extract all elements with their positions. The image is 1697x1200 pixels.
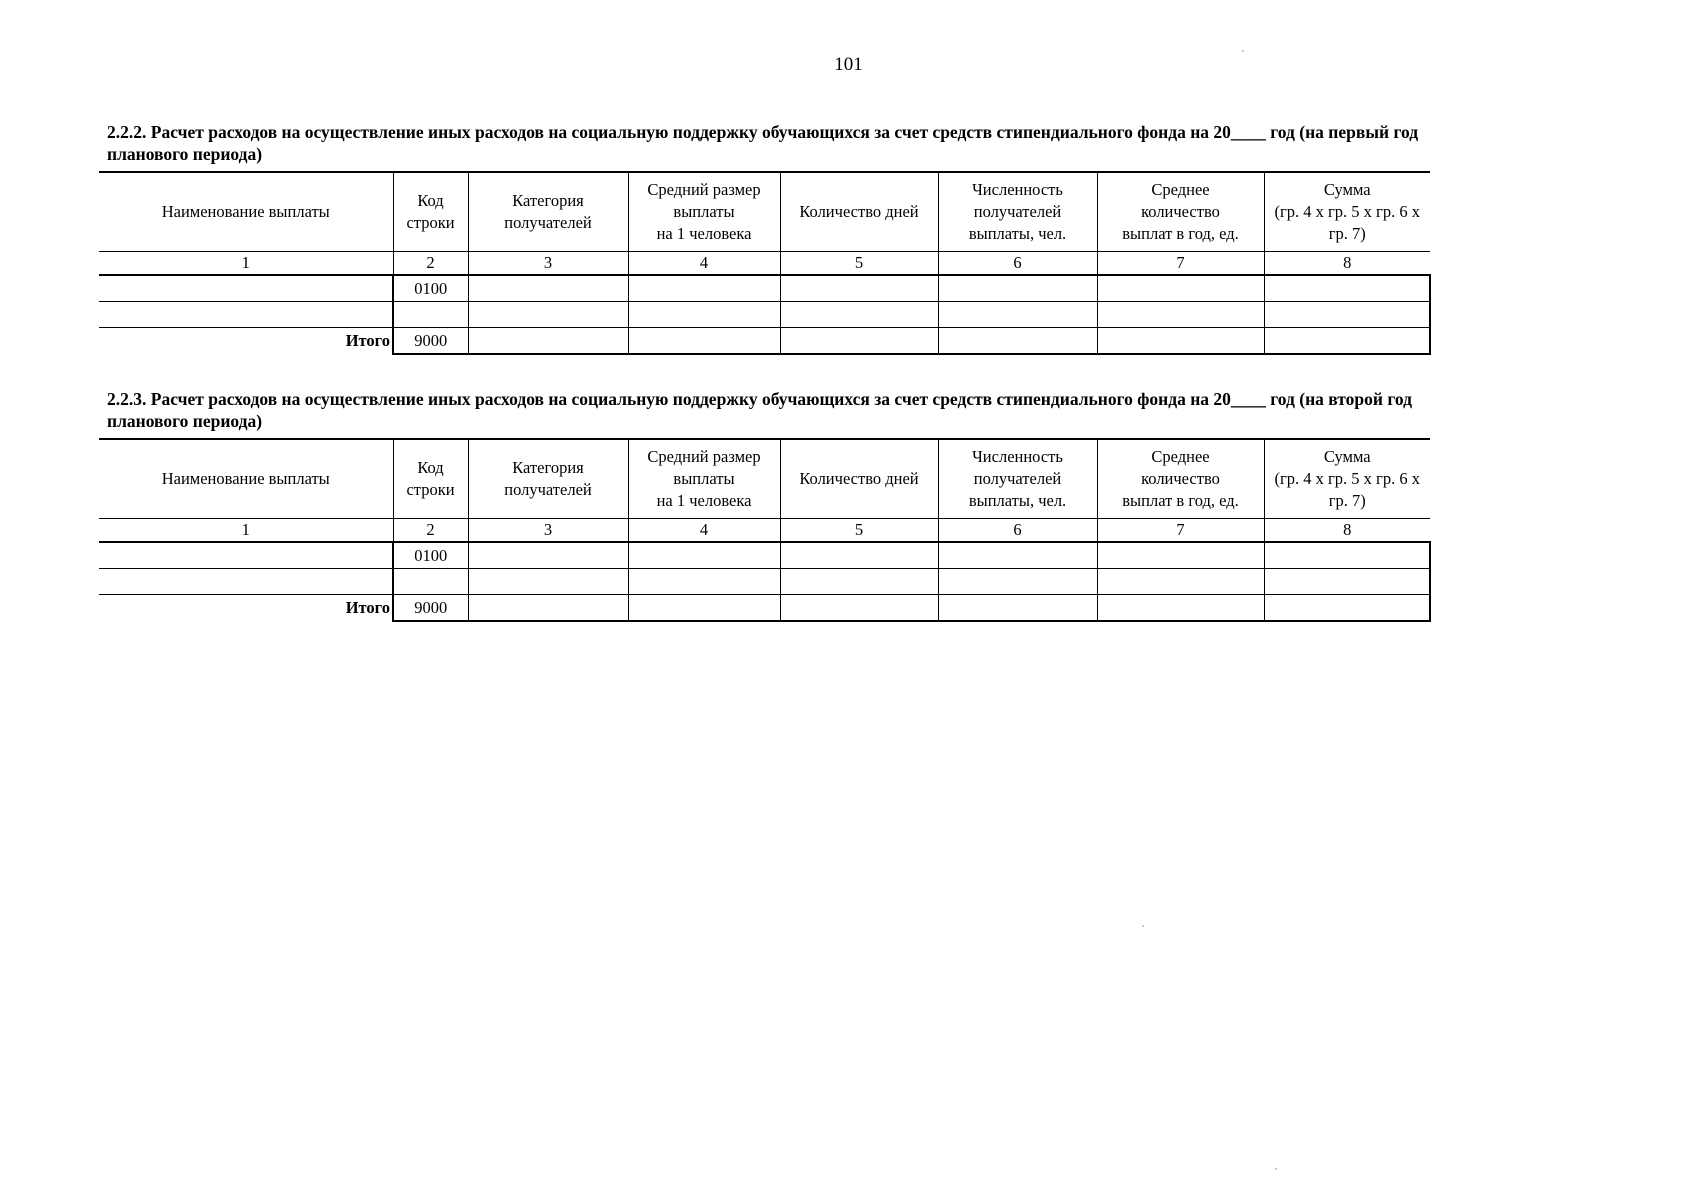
payments-per-year-cell[interactable] [1097,595,1264,622]
payment-name-cell[interactable] [99,275,393,302]
section-2-2-3 [99,388,1429,622]
recipient-category-cell[interactable] [468,275,628,302]
average-payment-cell[interactable] [628,328,780,355]
header-average-payments-per-year: Среднее количество выплат в год, ед. [1097,439,1264,519]
column-number: 1 [99,519,393,543]
payments-per-year-cell[interactable] [1097,569,1264,595]
column-number: 4 [628,252,780,276]
header-average-payments-per-year: Среднее количество выплат в год, ед. [1097,172,1264,252]
section-title: 2.2.2. Расчет расходов на осуществление иных расходов на социальную поддержку обучающихся за счет средств стипендиального фонда на 20____ год (на первый год планового периода) [107,122,1419,164]
header-recipients-count: Численность получателей выплаты, чел. [938,172,1097,252]
days-count-cell[interactable] [780,275,938,302]
header-row-code: Код строки [393,172,468,252]
column-number: 4 [628,519,780,543]
sum-cell[interactable] [1264,542,1430,569]
column-number: 7 [1097,519,1264,543]
average-payment-cell[interactable] [628,275,780,302]
header-recipients-count: Численность получателей выплаты, чел. [938,439,1097,519]
average-payment-cell[interactable] [628,302,780,328]
recipients-count-cell[interactable] [938,328,1097,355]
header-days-count: Количество дней [780,439,938,519]
column-number: 6 [938,252,1097,276]
sum-cell[interactable] [1264,302,1430,328]
days-count-cell[interactable] [780,302,938,328]
total-label: Итого [99,328,393,355]
header-sum: Сумма (гр. 4 x гр. 5 x гр. 6 x гр. 7) [1264,172,1430,252]
column-number: 8 [1264,252,1430,276]
total-row [99,328,1430,355]
row-code-cell: 0100 [393,542,468,569]
header-recipient-category: Категория получателей [468,172,628,252]
column-number: 2 [393,252,468,276]
payment-name-cell[interactable] [99,302,393,328]
column-number: 8 [1264,519,1430,543]
recipients-count-cell[interactable] [938,275,1097,302]
column-number: 5 [780,252,938,276]
section-2-2-2 [99,121,1429,355]
column-number: 3 [468,519,628,543]
days-count-cell[interactable] [780,542,938,569]
recipient-category-cell[interactable] [468,302,628,328]
sum-cell[interactable] [1264,595,1430,622]
header-sum: Сумма (гр. 4 x гр. 5 x гр. 6 x гр. 7) [1264,439,1430,519]
recipient-category-cell[interactable] [468,328,628,355]
total-row [99,595,1430,622]
recipient-category-cell[interactable] [468,542,628,569]
row-code-cell [393,569,468,595]
table-row [99,569,1430,595]
payments-per-year-cell[interactable] [1097,542,1264,569]
column-number: 5 [780,519,938,543]
payment-name-cell[interactable] [99,542,393,569]
row-code-cell: 0100 [393,275,468,302]
sum-cell[interactable] [1264,275,1430,302]
header-recipient-category: Категория получателей [468,439,628,519]
calculation-table [99,171,1431,355]
total-label: Итого [99,595,393,622]
days-count-cell[interactable] [780,328,938,355]
payment-name-cell[interactable] [99,569,393,595]
payments-per-year-cell[interactable] [1097,328,1264,355]
section-title: 2.2.3. Расчет расходов на осуществление иных расходов на социальную поддержку обучающихся за счет средств стипендиального фонда на 20____ год (на второй год планового периода) [107,389,1412,431]
header-average-payment: Средний размер выплаты на 1 человека [628,439,780,519]
table-row [99,542,1430,569]
scan-speck [1242,50,1244,52]
average-payment-cell[interactable] [628,595,780,622]
payments-per-year-cell[interactable] [1097,275,1264,302]
column-number: 7 [1097,252,1264,276]
sum-cell[interactable] [1264,328,1430,355]
header-payment-name: Наименование выплаты [99,172,393,252]
days-count-cell[interactable] [780,595,938,622]
recipients-count-cell[interactable] [938,569,1097,595]
recipient-category-cell[interactable] [468,595,628,622]
recipients-count-cell[interactable] [938,595,1097,622]
table-row [99,302,1430,328]
recipients-count-cell[interactable] [938,542,1097,569]
header-days-count: Количество дней [780,172,938,252]
column-number: 2 [393,519,468,543]
row-code-cell: 9000 [393,328,468,355]
row-code-cell: 9000 [393,595,468,622]
sum-cell[interactable] [1264,569,1430,595]
header-payment-name: Наименование выплаты [99,439,393,519]
column-number: 3 [468,252,628,276]
scan-speck [1275,1168,1277,1170]
calculation-table [99,438,1431,622]
row-code-cell [393,302,468,328]
average-payment-cell[interactable] [628,569,780,595]
header-row-code: Код строки [393,439,468,519]
column-number: 1 [99,252,393,276]
page-number: 101 [834,54,863,75]
table-row [99,275,1430,302]
scan-speck [1142,925,1144,927]
recipients-count-cell[interactable] [938,302,1097,328]
recipient-category-cell[interactable] [468,569,628,595]
header-average-payment: Средний размер выплаты на 1 человека [628,172,780,252]
column-number: 6 [938,519,1097,543]
average-payment-cell[interactable] [628,542,780,569]
days-count-cell[interactable] [780,569,938,595]
payments-per-year-cell[interactable] [1097,302,1264,328]
